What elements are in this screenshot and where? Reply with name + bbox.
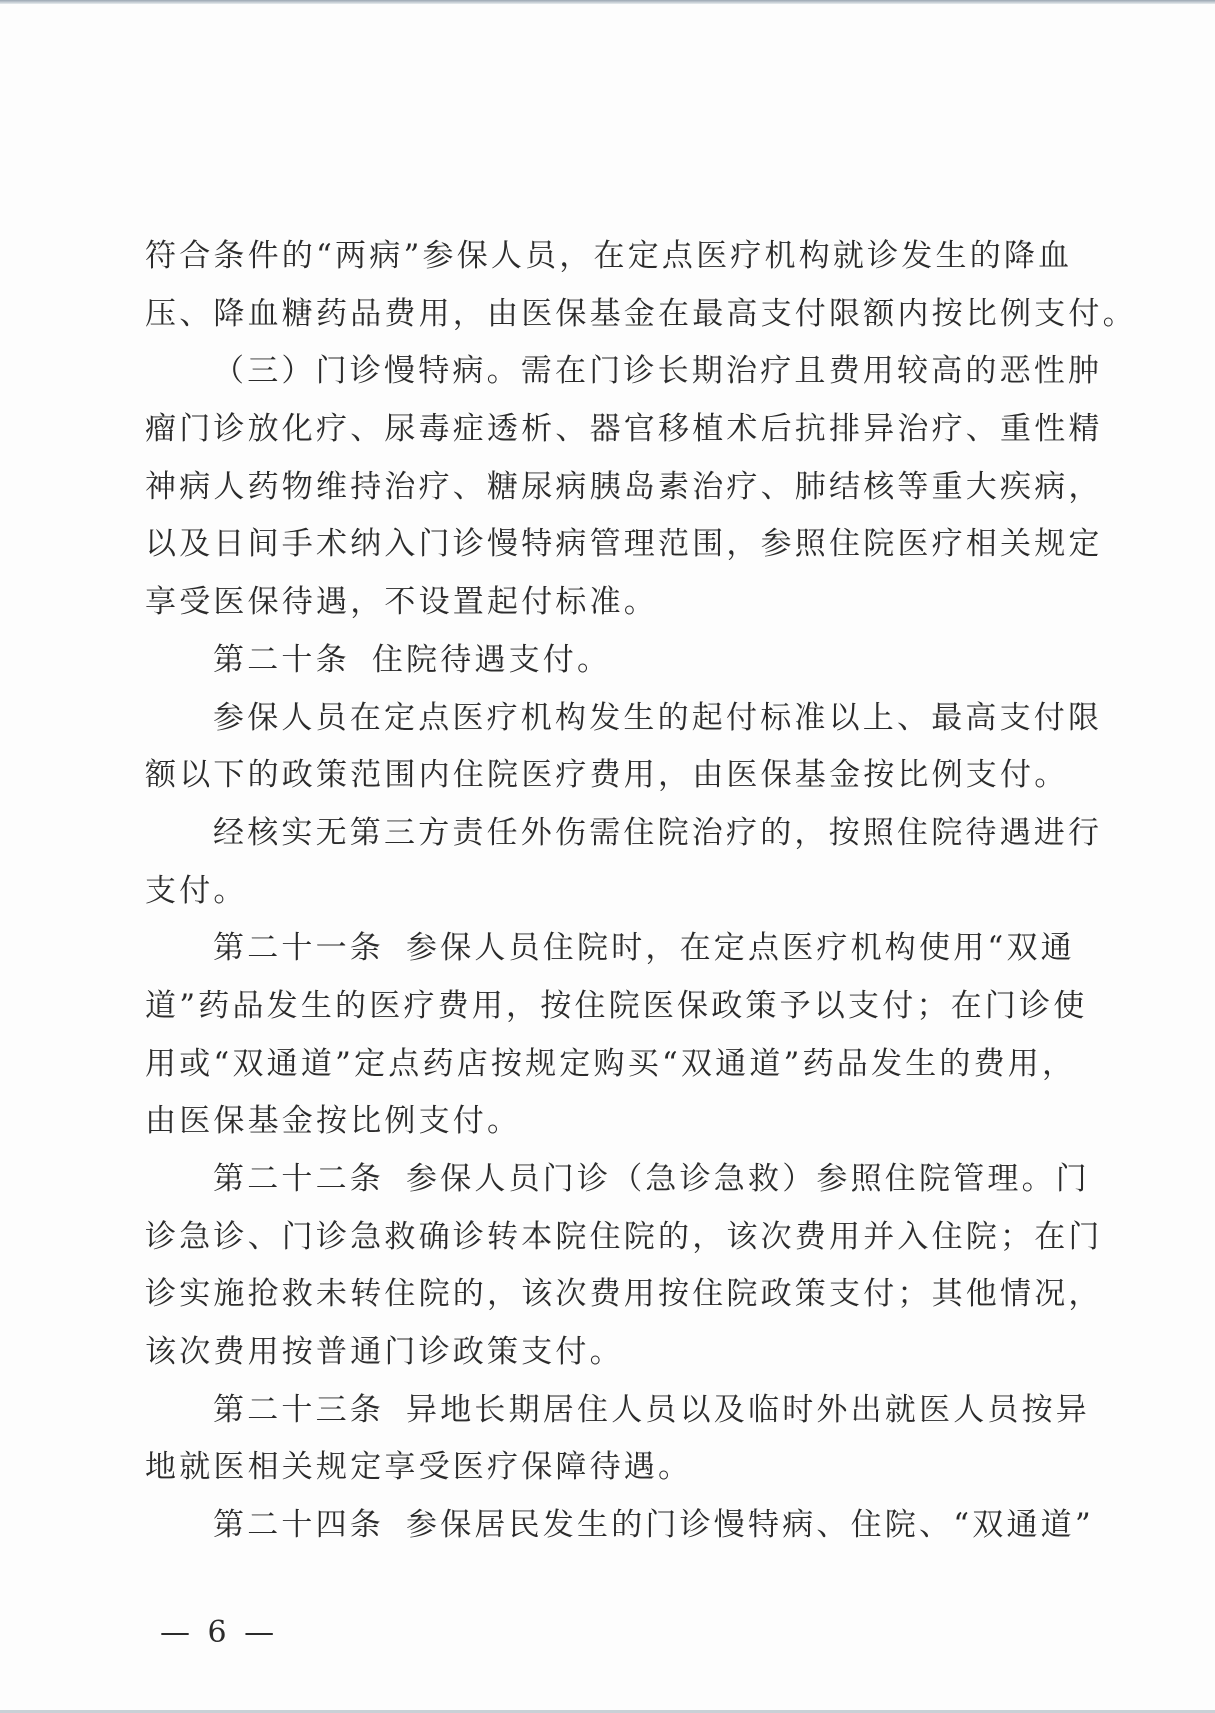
text-line: 经核实无第三方责任外伤需住院治疗的，按照住院待遇进行 xyxy=(213,814,1103,851)
text-line: 道”药品发生的医疗费用，按住院医保政策予以支付；在门诊使 xyxy=(145,987,1088,1024)
article-23-heading: 第二十三条 xyxy=(213,1391,384,1428)
text-line: 用或“双通道”定点药店按规定购买“双通道”药品发生的费用， xyxy=(145,1045,1077,1082)
text-line: 享受医保待遇，不设置起付标准。 xyxy=(145,584,658,621)
article-20-heading: 第二十条 xyxy=(213,641,350,678)
article-21-line xyxy=(145,920,1077,978)
page-number: — 6 — xyxy=(160,1615,279,1650)
text-line: 压、降血糖药品费用，由医保基金在最高支付限额内按比例支付。 xyxy=(145,295,1137,332)
text-line: 瘤门诊放化疗、尿毒症透析、器官移植术后抗排异治疗、重性精 xyxy=(145,411,1103,448)
article-21-heading: 第二十一条 xyxy=(213,930,384,967)
article-23-text: 异地长期居住人员以及临时外出就医人员按异 xyxy=(406,1391,1090,1428)
text-line: 地就医相关规定享受医疗保障待遇。 xyxy=(145,1449,693,1486)
text-line-section-three: （三）门诊慢特病。需在门诊长期治疗且费用较高的恶性肿 xyxy=(213,353,1103,390)
article-24-text: 参保居民发生的门诊慢特病、住院、“双通道” xyxy=(406,1507,1094,1544)
text-line: 参保人员在定点医疗机构发生的起付标准以上、最高支付限 xyxy=(213,699,1103,736)
article-21-text: 参保人员住院时，在定点医疗机构使用“双通 xyxy=(406,930,1075,967)
article-20-line xyxy=(145,632,1077,690)
text-line: 以及日间手术纳入门诊慢特病管理范围，参照住院医疗相关规定 xyxy=(145,526,1103,563)
text-line: 诊实施抢救未转住院的，该次费用按住院政策支付；其他情况， xyxy=(145,1276,1103,1313)
text-line: 额以下的政策范围内住院医疗费用，由医保基金按比例支付。 xyxy=(145,757,1069,794)
article-24-heading: 第二十四条 xyxy=(213,1507,384,1544)
article-22-line xyxy=(145,1151,1090,1209)
text-line: 支付。 xyxy=(145,872,248,909)
article-22-text: 参保人员门诊（急诊急救）参照住院管理。门 xyxy=(406,1161,1090,1197)
article-22-heading: 第二十二条 xyxy=(213,1161,384,1197)
text-line: 神病人药物维持治疗、糖尿病胰岛素治疗、肺结核等重大疾病， xyxy=(145,468,1103,505)
article-24-line xyxy=(145,1497,1094,1555)
text-line: 该次费用按普通门诊政策支付。 xyxy=(145,1334,624,1371)
article-20-text: 住院待遇支付。 xyxy=(371,641,612,678)
text-line: 由医保基金按比例支付。 xyxy=(145,1103,522,1140)
document-body xyxy=(145,228,1137,1555)
article-23-line xyxy=(145,1382,1090,1440)
text-line: 诊急诊、门诊急救确诊转本院住院的，该次费用并入住院；在门 xyxy=(145,1218,1103,1255)
scan-top-edge xyxy=(0,0,1215,4)
text-line: 符合条件的“两病”参保人员，在定点医疗机构就诊发生的降血 xyxy=(145,238,1073,274)
